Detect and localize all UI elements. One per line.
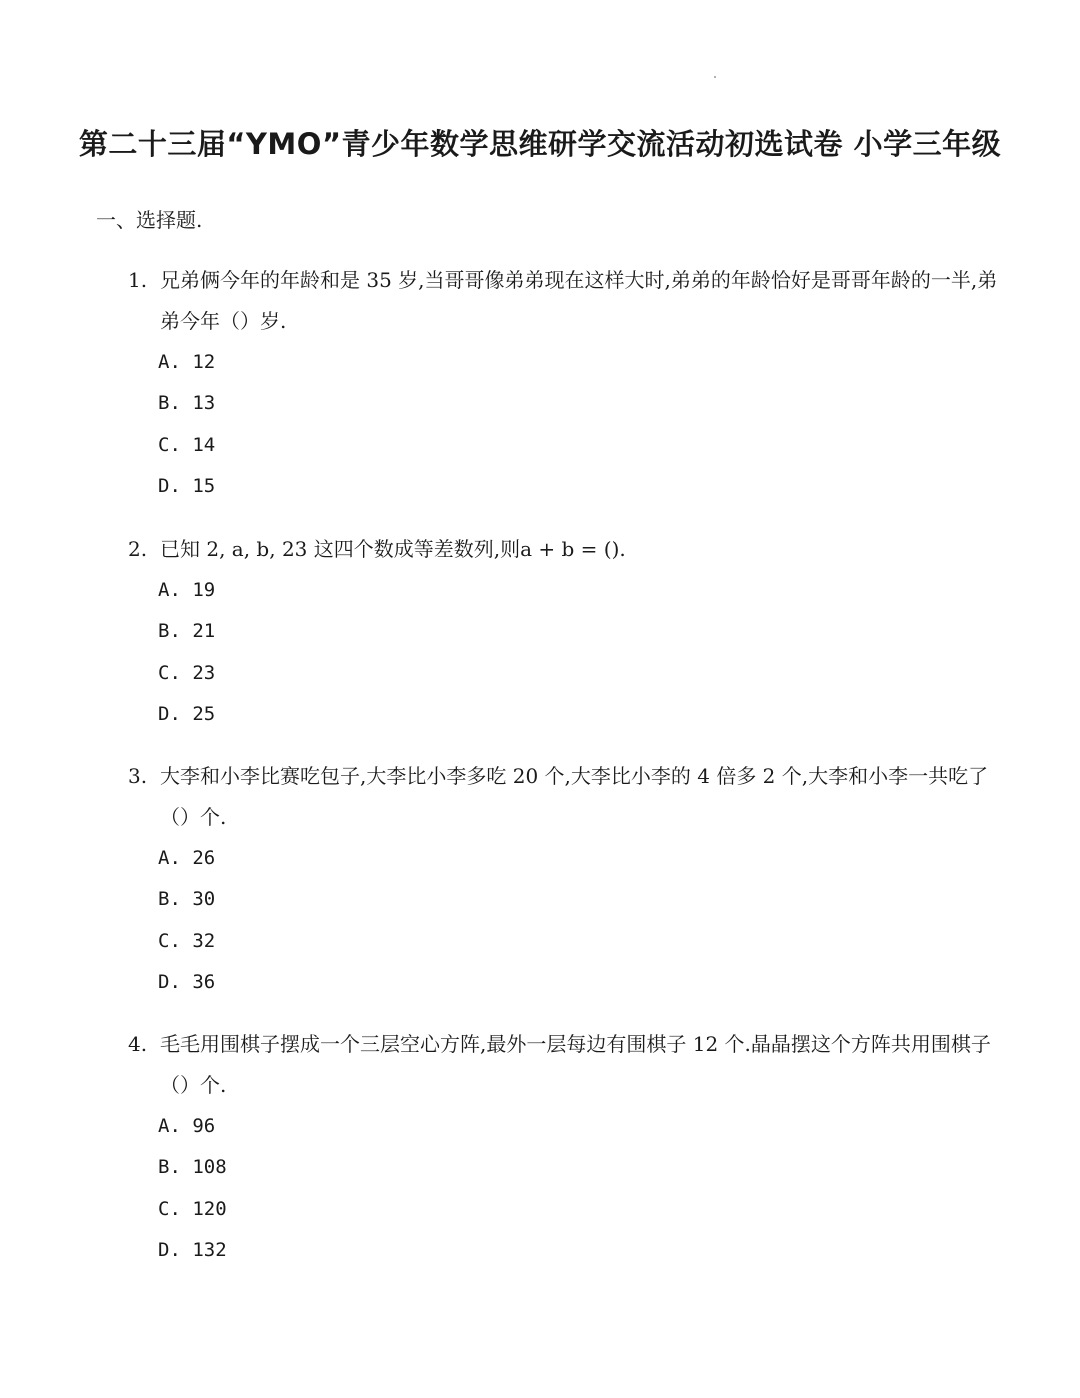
section-heading: 一、选择题. <box>96 208 203 232</box>
option-d: D. 132 <box>158 1238 227 1261</box>
question-text: 已知 2, a, b, 23 这四个数成等差数列,则a + b = (). <box>160 537 626 561</box>
question-2 <box>128 529 998 735</box>
options-list <box>158 570 998 735</box>
question-text: 兄弟俩今年的年龄和是 35 岁,当哥哥像弟弟现在这样大时,弟弟的年龄恰好是哥哥年龄的一半,弟弟今年（）岁. <box>160 268 998 333</box>
option-b: B. 30 <box>158 888 216 911</box>
question-number: 3. <box>128 764 148 788</box>
question-number: 2. <box>128 537 148 561</box>
option-d: D. 25 <box>158 702 216 725</box>
option-b: B. 21 <box>158 620 216 643</box>
question-text: 大李和小李比赛吃包子,大李比小李多吃 20 个,大李比小李的 4 倍多 2 个,大李和小李一共吃了（）个. <box>160 764 989 829</box>
option-c: C. 14 <box>158 433 216 456</box>
question-3 <box>128 756 998 1003</box>
option-a: A. 12 <box>158 351 216 373</box>
option-c: C. 32 <box>158 929 216 952</box>
options-list <box>158 838 998 1003</box>
page-title: 第二十三届“YMO”青少年数学思维研学交流活动初选试卷 小学三年级 <box>78 127 1002 161</box>
options-list <box>158 1106 998 1271</box>
option-b: B. 13 <box>158 392 216 415</box>
question-text: 毛毛用围棋子摆成一个三层空心方阵,最外一层每边有围棋子 12 个.晶晶摆这个方阵共用围棋子（）个. <box>160 1032 991 1097</box>
option-b: B. 108 <box>158 1156 227 1179</box>
question-4 <box>128 1024 998 1271</box>
option-a: A. 19 <box>158 579 216 601</box>
option-d: D. 36 <box>158 970 216 993</box>
option-a: A. 26 <box>158 847 216 869</box>
options-list <box>158 342 998 507</box>
option-c: C. 23 <box>158 661 216 684</box>
question-number: 4. <box>128 1032 148 1056</box>
option-c: C. 120 <box>158 1197 227 1220</box>
question-number: 1. <box>128 268 148 292</box>
option-d: D. 15 <box>158 474 216 497</box>
scan-speck <box>714 76 716 78</box>
question-1 <box>128 260 998 507</box>
option-a: A. 96 <box>158 1115 216 1137</box>
